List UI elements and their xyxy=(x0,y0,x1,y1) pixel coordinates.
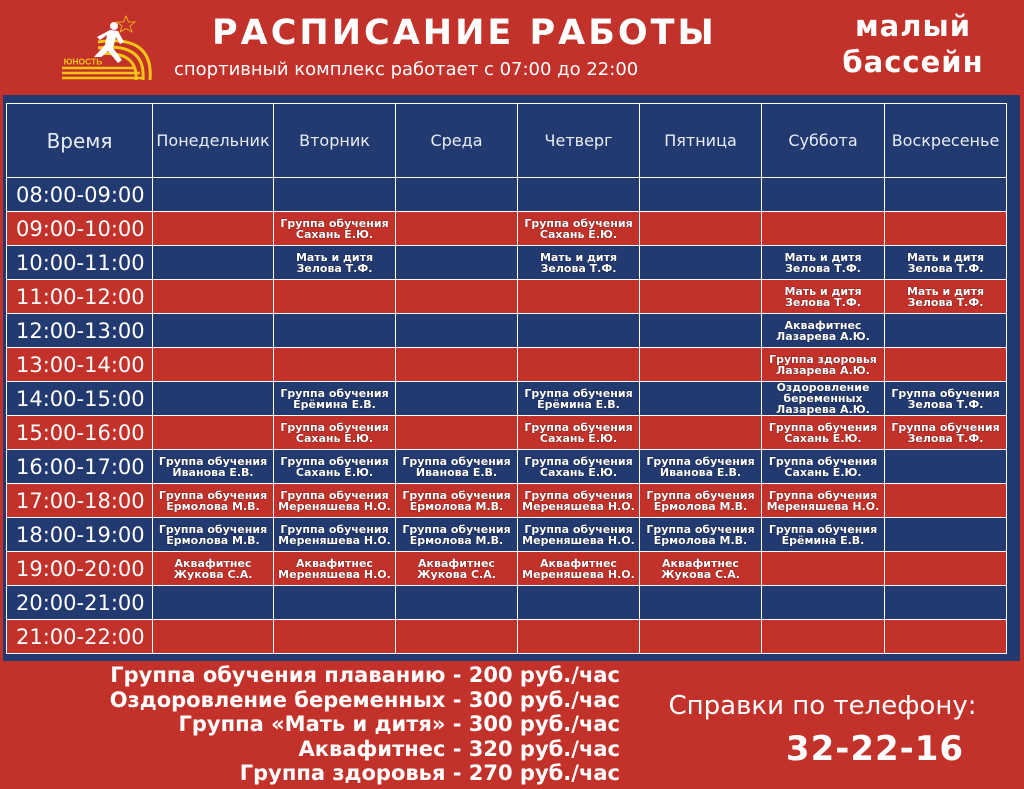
activity-name: Группа обучения xyxy=(280,454,389,468)
phone-number: 32-22-16 xyxy=(785,729,965,769)
schedule-cell xyxy=(640,586,762,620)
schedule-row xyxy=(7,450,1007,484)
page-title: РАСПИСАНИЕ РАБОТЫ xyxy=(212,13,717,53)
schedule-cell xyxy=(762,246,885,280)
pool-name xyxy=(806,8,1020,80)
price-item: Оздоровление беременных - 300 руб./час xyxy=(109,687,620,712)
instructor-name: Сахань Е.Ю. xyxy=(539,465,618,479)
instructor-name: Сахань Е.Ю. xyxy=(295,465,374,479)
schedule-cell xyxy=(640,178,762,212)
activity-name: Группа обучения xyxy=(158,522,268,536)
schedule-cell xyxy=(885,518,1007,552)
schedule-cell xyxy=(640,280,762,314)
schedule-cell xyxy=(640,246,762,280)
day-header: Четверг xyxy=(518,104,640,178)
schedule-cell xyxy=(885,314,1007,348)
instructor-name: Сахань Е.Ю. xyxy=(295,431,374,445)
time-slot: 20:00-21:00 xyxy=(7,586,153,620)
activity-name: Группа обучения xyxy=(768,522,878,536)
schedule-cell xyxy=(640,518,762,552)
schedule-cell xyxy=(762,314,885,348)
activity-name: Группа обучения xyxy=(524,522,633,536)
activity-name: Группа обучения xyxy=(524,216,633,230)
schedule-cell xyxy=(885,348,1007,382)
schedule-cell xyxy=(640,348,762,382)
day-header: Пятница xyxy=(640,104,762,178)
instructor-name: Сахань Е.Ю. xyxy=(539,227,618,241)
table-header-row xyxy=(7,104,1007,178)
activity-name: Группа обучения xyxy=(158,454,268,468)
schedule-cell xyxy=(640,382,762,416)
activity-name: Группа обучения xyxy=(524,386,633,400)
time-slot: 21:00-22:00 xyxy=(7,620,153,654)
price-list xyxy=(60,663,620,786)
instructor-name: Мереняшева Н.О. xyxy=(766,499,880,513)
schedule-cell xyxy=(640,212,762,246)
schedule-cell xyxy=(396,280,518,314)
instructor-name: Сахань Е.Ю. xyxy=(784,465,862,479)
price-item: Группа обучения плаванию - 200 руб./час xyxy=(110,663,620,687)
instructor-name: Иванова Е.В. xyxy=(415,465,498,479)
activity-name: Оздоровление xyxy=(776,381,870,394)
schedule-cell xyxy=(153,314,274,348)
activity-name: Группа обучения xyxy=(646,454,755,468)
activity-name: Мать и дитя xyxy=(784,250,862,264)
schedule-cell xyxy=(762,518,885,552)
schedule-cell xyxy=(153,280,274,314)
time-slot: 09:00-10:00 xyxy=(7,212,153,246)
instructor-name: Мереняшева Н.О. xyxy=(522,499,635,513)
schedule-cell xyxy=(518,314,640,348)
schedule-cell xyxy=(762,552,885,586)
schedule-cell xyxy=(640,450,762,484)
schedule-cell xyxy=(396,178,518,212)
instructor-name: Ермолова М.В. xyxy=(166,533,260,547)
time-slot: 08:00-09:00 xyxy=(7,178,153,212)
instructor-name: Мереняшева Н.О. xyxy=(278,533,391,547)
price-item: Группа здоровья - 270 руб./час xyxy=(239,761,620,785)
time-slot: 12:00-13:00 xyxy=(7,314,153,348)
schedule-cell xyxy=(153,212,274,246)
schedule-cell xyxy=(640,416,762,450)
day-header: Вторник xyxy=(274,104,396,178)
schedule-cell xyxy=(274,314,396,348)
instructor-name: Зелова Т.Ф. xyxy=(785,261,861,275)
instructor-name: Зелова Т.Ф. xyxy=(540,261,617,275)
schedule-row xyxy=(7,416,1007,450)
instructor-name: Жукова С.А. xyxy=(173,567,253,581)
schedule-cell xyxy=(885,246,1007,280)
activity-name: Аквафитнес xyxy=(418,556,495,570)
activity-name: Группа обучения xyxy=(524,420,633,434)
schedule-cell xyxy=(885,212,1007,246)
day-header: Воскресенье xyxy=(885,104,1007,178)
schedule-cell xyxy=(885,620,1007,654)
schedule-cell xyxy=(640,484,762,518)
schedule-cell xyxy=(153,552,274,586)
instructor-name: Зелова Т.Ф. xyxy=(907,261,984,275)
instructor-name: Мереняшева Н.О. xyxy=(278,567,391,581)
instructor-name: Сахань Е.Ю. xyxy=(295,227,374,241)
schedule-row xyxy=(7,246,1007,280)
price-item: Аквафитнес - 320 руб./час xyxy=(298,736,620,761)
schedule-cell xyxy=(762,382,885,416)
schedule-cell xyxy=(396,382,518,416)
instructor-name: Мереняшева Н.О. xyxy=(278,499,391,513)
yunost-logo xyxy=(58,14,158,80)
schedule-cell xyxy=(762,348,885,382)
schedule-cell xyxy=(885,382,1007,416)
instructor-name: Жукова С.А. xyxy=(417,567,496,581)
time-slot: 19:00-20:00 xyxy=(7,552,153,586)
schedule-cell xyxy=(396,450,518,484)
schedule-cell xyxy=(153,450,274,484)
activity-name: беременных xyxy=(783,392,863,405)
activity-name: Мать и дитя xyxy=(784,284,862,298)
instructor-name: Жукова С.А. xyxy=(661,567,740,581)
activity-name: Группа обучения xyxy=(280,386,389,400)
schedule-cell xyxy=(762,586,885,620)
activity-name: Группа обучения xyxy=(280,216,389,230)
schedule-cell xyxy=(274,552,396,586)
activity-name: Группа обучения xyxy=(891,420,1000,434)
schedule-cell xyxy=(518,416,640,450)
schedule-cell xyxy=(518,484,640,518)
time-slot: 16:00-17:00 xyxy=(7,450,153,484)
schedule-cell xyxy=(153,484,274,518)
instructor-name: Ерёмина Е.В. xyxy=(293,397,376,411)
instructor-name: Сахань Е.Ю. xyxy=(539,431,618,445)
activity-name: Группа обучения xyxy=(402,522,511,536)
schedule-cell xyxy=(518,620,640,654)
schedule-cell xyxy=(396,348,518,382)
activity-name: Аквафитнес xyxy=(174,556,252,570)
instructor-name: Лазарева А.Ю. xyxy=(776,329,870,343)
instructor-name: Ерёмина Е.В. xyxy=(537,397,620,411)
schedule-row xyxy=(7,518,1007,552)
schedule-cell xyxy=(274,484,396,518)
instructor-name: Зелова Т.Ф. xyxy=(296,261,373,275)
pool-name-line1: малый xyxy=(854,9,972,43)
activity-name: Мать и дитя xyxy=(906,250,985,264)
day-header: Понедельник xyxy=(153,104,274,178)
schedule-cell xyxy=(274,280,396,314)
activity-name: Группа обучения xyxy=(768,454,878,468)
schedule-cell xyxy=(518,450,640,484)
instructor-name: Ермолова М.В. xyxy=(653,533,748,547)
logo-text: ЮНОСТЬ xyxy=(63,56,103,67)
schedule-panel xyxy=(3,95,1020,661)
instructor-name: Ермолова М.В. xyxy=(653,499,748,513)
schedule-cell xyxy=(762,450,885,484)
instructor-name: Зелова Т.Ф. xyxy=(907,397,984,411)
schedule-row xyxy=(7,178,1007,212)
time-slot: 11:00-12:00 xyxy=(7,280,153,314)
pool-name-line2: бассейн xyxy=(842,45,984,79)
time-slot: 13:00-14:00 xyxy=(7,348,153,382)
schedule-cell xyxy=(396,212,518,246)
schedule-cell xyxy=(153,382,274,416)
time-slot: 14:00-15:00 xyxy=(7,382,153,416)
schedule-cell xyxy=(518,246,640,280)
instructor-name: Зелова Т.Ф. xyxy=(907,295,984,309)
schedule-cell xyxy=(885,280,1007,314)
schedule-cell xyxy=(396,484,518,518)
schedule-cell xyxy=(396,246,518,280)
schedule-cell xyxy=(396,586,518,620)
schedule-row xyxy=(7,348,1007,382)
activity-name: Аквафитнес xyxy=(662,556,739,570)
instructor-name: Ермолова М.В. xyxy=(409,499,504,513)
schedule-cell xyxy=(518,586,640,620)
schedule-cell xyxy=(762,280,885,314)
activity-name: Группа обучения xyxy=(646,488,755,502)
schedule-row xyxy=(7,586,1007,620)
instructor-name: Ермолова М.В. xyxy=(166,499,260,513)
schedule-cell xyxy=(518,518,640,552)
instructor-name: Иванова Е.В. xyxy=(659,465,742,479)
schedule-cell xyxy=(274,348,396,382)
schedule-cell xyxy=(396,620,518,654)
activity-name: Группа обучения xyxy=(158,488,268,502)
time-slot: 10:00-11:00 xyxy=(7,246,153,280)
header xyxy=(0,0,1024,92)
instructor-name: Мереняшева Н.О. xyxy=(522,533,635,547)
working-hours: спортивный комплекс работает с 07:00 до 22:00 xyxy=(174,59,639,80)
schedule-cell xyxy=(885,552,1007,586)
activity-name: Группа обучения xyxy=(280,522,389,536)
schedule-cell xyxy=(762,416,885,450)
star-icon xyxy=(117,16,135,32)
schedule-cell xyxy=(762,212,885,246)
phone-label: Справки по телефону: xyxy=(668,691,977,721)
schedule-cell xyxy=(762,178,885,212)
schedule-cell xyxy=(274,212,396,246)
schedule-cell xyxy=(153,620,274,654)
schedule-cell xyxy=(518,280,640,314)
instructor-name: Зелова Т.Ф. xyxy=(785,295,861,309)
schedule-row xyxy=(7,314,1007,348)
instructor-name: Сахань Е.Ю. xyxy=(784,431,862,445)
footer xyxy=(0,661,1024,789)
instructor-name: Ермолова М.В. xyxy=(409,533,504,547)
schedule-cell xyxy=(518,552,640,586)
day-header: Суббота xyxy=(762,104,885,178)
schedule-cell xyxy=(153,348,274,382)
schedule-row xyxy=(7,212,1007,246)
activity-name: Группа обучения xyxy=(768,488,878,502)
instructor-name: Иванова Е.В. xyxy=(172,465,254,479)
schedule-cell xyxy=(274,382,396,416)
schedule-cell xyxy=(274,178,396,212)
activity-name: Группа обучения xyxy=(402,454,511,468)
activity-name: Группа обучения xyxy=(402,488,511,502)
schedule-cell xyxy=(274,586,396,620)
schedule-cell xyxy=(396,518,518,552)
schedule-cell xyxy=(274,450,396,484)
instructor-name: Мереняшева Н.О. xyxy=(522,567,635,581)
schedule-row xyxy=(7,552,1007,586)
schedule-cell xyxy=(274,246,396,280)
schedule-cell xyxy=(885,416,1007,450)
schedule-cell xyxy=(274,620,396,654)
activity-name: Группа обучения xyxy=(891,386,1000,400)
schedule-cell xyxy=(762,484,885,518)
schedule-cell xyxy=(762,620,885,654)
activity-name: Группа обучения xyxy=(280,488,389,502)
schedule-cell xyxy=(885,484,1007,518)
time-slot: 17:00-18:00 xyxy=(7,484,153,518)
instructor-name: Лазарева А.Ю. xyxy=(776,363,870,377)
schedule-cell xyxy=(274,416,396,450)
schedule-cell xyxy=(640,314,762,348)
schedule-cell xyxy=(153,246,274,280)
schedule-cell xyxy=(153,178,274,212)
schedule-table xyxy=(6,103,1007,654)
schedule-row xyxy=(7,382,1007,416)
activity-name: Группа обучения xyxy=(524,454,633,468)
activity-name: Мать и дитя xyxy=(295,250,374,264)
instructor-name: Лазарева А.Ю. xyxy=(776,403,870,416)
time-column-header: Время xyxy=(7,104,153,178)
activity-name: Группа здоровья xyxy=(769,352,877,366)
activity-name: Аквафитнес xyxy=(540,556,617,570)
schedule-cell xyxy=(885,586,1007,620)
instructor-name: Зелова Т.Ф. xyxy=(907,431,984,445)
activity-name: Аквафитнес xyxy=(784,318,862,332)
activity-name: Аквафитнес xyxy=(296,556,373,570)
schedule-cell xyxy=(396,416,518,450)
schedule-cell xyxy=(640,620,762,654)
schedule-row xyxy=(7,620,1007,654)
schedule-cell xyxy=(518,348,640,382)
schedule-cell xyxy=(396,552,518,586)
instructor-name: Ерёмина Е.В. xyxy=(781,533,865,547)
schedule-cell xyxy=(518,178,640,212)
activity-name: Группа обучения xyxy=(524,488,633,502)
schedule-cell xyxy=(274,518,396,552)
schedule-row xyxy=(7,280,1007,314)
schedule-cell xyxy=(396,314,518,348)
schedule-cell xyxy=(518,382,640,416)
schedule-cell xyxy=(640,552,762,586)
time-slot: 15:00-16:00 xyxy=(7,416,153,450)
activity-name: Мать и дитя xyxy=(906,284,985,298)
price-item: Группа «Мать и дитя» - 300 руб./час xyxy=(178,712,620,736)
schedule-cell xyxy=(153,518,274,552)
schedule-cell xyxy=(518,212,640,246)
day-header: Среда xyxy=(396,104,518,178)
schedule-cell xyxy=(153,586,274,620)
activity-name: Мать и дитя xyxy=(539,250,618,264)
activity-name: Группа обучения xyxy=(646,522,755,536)
schedule-cell xyxy=(153,416,274,450)
schedule-cell xyxy=(885,178,1007,212)
schedule-cell xyxy=(885,450,1007,484)
activity-name: Группа обучения xyxy=(768,420,878,434)
activity-name: Группа обучения xyxy=(280,420,389,434)
time-slot: 18:00-19:00 xyxy=(7,518,153,552)
schedule-row xyxy=(7,484,1007,518)
